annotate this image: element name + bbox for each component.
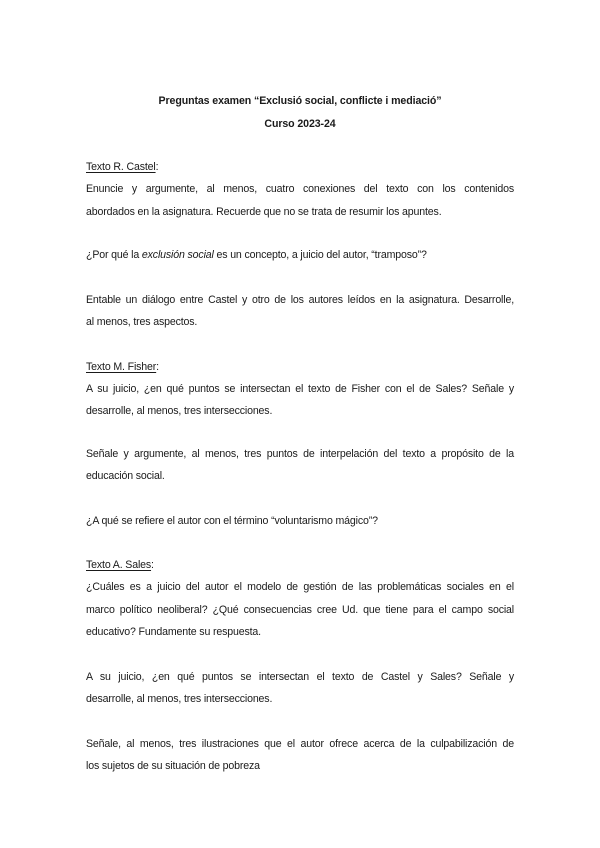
question-line: ¿A qué se refiere el autor con el término “voluntarismo mágico”? xyxy=(86,515,378,527)
question-line: A su juicio, ¿en qué puntos se intersectan el texto de Fisher con el de Sales? Señale y xyxy=(86,383,514,395)
question-line: los sujetos de su situación de pobreza xyxy=(86,760,260,772)
question-line: abordados en la asignatura. Recuerde que no se trata de resumir los apuntes. xyxy=(86,206,442,218)
section-heading-castel xyxy=(86,160,514,174)
question-line: A su juicio, ¿en qué puntos se intersectan el texto de Castel y Sales? Señale y xyxy=(86,671,514,683)
question-text: es un concepto, a juicio del autor, “tramposo”? xyxy=(213,249,427,261)
question-line: ¿Cuáles es a juicio del autor el modelo de gestión de las problemáticas sociales en el xyxy=(86,581,514,593)
section-heading-text: Texto R. Castel xyxy=(86,161,156,173)
section-heading-colon: : xyxy=(156,361,159,373)
question-line: desarrolle, al menos, tres intersecciones. xyxy=(86,405,273,417)
section-heading-colon: : xyxy=(151,559,154,571)
question-exclusion xyxy=(86,248,514,262)
question-text: ¿Por qué la xyxy=(86,249,142,261)
question-line: educativo? Fundamente su respuesta. xyxy=(86,626,261,638)
question-emphasis: exclusión social xyxy=(141,249,214,261)
question-line: Enuncie y argumente, al menos, cuatro conexiones del texto con los contenidos xyxy=(86,183,514,195)
question-line: al menos, tres aspectos. xyxy=(86,316,198,328)
document-subtitle: Curso 2023-24 xyxy=(264,118,336,130)
question-line: educación social. xyxy=(86,470,165,482)
question-line: Señale, al menos, tres ilustraciones que el autor ofrece acerca de la culpabilización de xyxy=(86,738,514,750)
section-heading-sales xyxy=(86,558,514,572)
section-heading-text: Texto M. Fisher xyxy=(86,361,157,373)
question-line: Entable un diálogo entre Castel y otro de los autores leídos en la asignatura. Desarrolle, xyxy=(86,294,514,306)
question-line: Señale y argumente, al menos, tres puntos de interpelación del texto a propósito de la xyxy=(86,448,514,460)
section-heading-colon: : xyxy=(155,161,159,173)
section-heading-fisher xyxy=(86,360,514,374)
question-line: marco político neoliberal? ¿Qué consecuencias cree Ud. que tiene para el campo social xyxy=(86,604,514,616)
section-heading-text: Texto A. Sales xyxy=(86,559,152,571)
document-title: Preguntas examen “Exclusió social, conflicte i mediació” xyxy=(158,95,442,107)
question-line: desarrolle, al menos, tres intersecciones. xyxy=(86,693,273,705)
